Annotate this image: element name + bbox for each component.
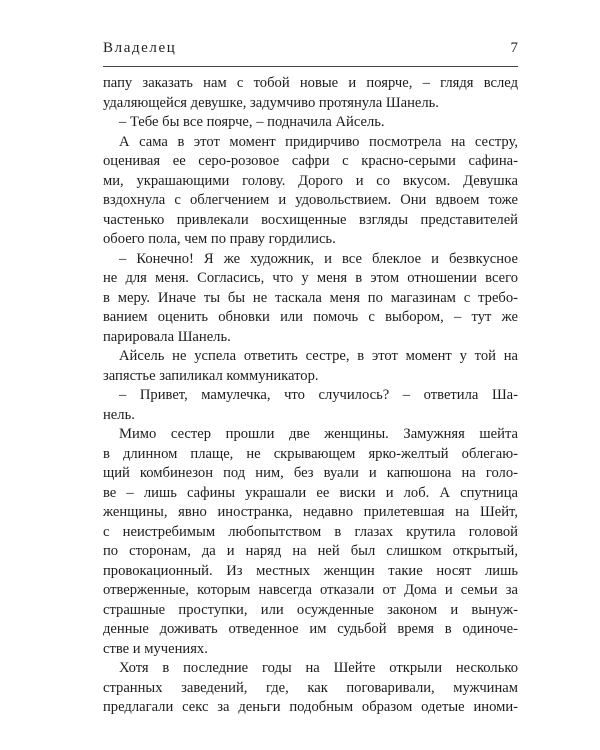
running-head xyxy=(103,40,518,62)
text-line: удаляющейся девушке, задумчиво протянула Шанель. xyxy=(103,94,439,111)
page-number: 7 xyxy=(510,40,518,56)
text-line: не для меня. Согласись, что у меня в этом отношении всего xyxy=(103,270,518,286)
text-line: Мимо сестер прошли две женщины. Замужняя шейта xyxy=(119,426,518,442)
text-line: – Привет, мамулечка, что случилось? – ответила Ша- xyxy=(119,387,518,403)
text-line: Айсель не успела ответить сестре, в этот момент у той на xyxy=(119,348,518,364)
text-line: отверженные, которым навсегда отказали от Дома и семьи за xyxy=(103,582,518,598)
text-line: Хотя в последние годы на Шейте открыли несколько xyxy=(119,660,518,676)
text-line: ве – лишь сафины украшали ее виски и лоб. А спутница xyxy=(103,484,518,501)
text-line: страшные проступки, или осужденные законом и вынуж- xyxy=(103,601,518,618)
text-line: по сторонам, да и наряд на ней был слишком открытый, xyxy=(103,543,518,559)
text-line: ми, украшающими голову. Дорого и со вкусом. Девушка xyxy=(103,172,518,189)
text-line: обоего пола, чем по праву гордились. xyxy=(103,231,336,247)
text-line: – Конечно! Я же художник, и все блеклое и безвкусное xyxy=(119,250,518,267)
header-divider xyxy=(103,66,518,67)
text-line: в меру. Иначе ты бы не таскала меня по магазинам с требо- xyxy=(103,289,518,306)
text-line: запястье запиликал коммуникатор. xyxy=(103,367,319,384)
text-line: стве и мучениях. xyxy=(103,640,208,657)
text-line: с неистребимым любопытством в глазах крутила головой xyxy=(103,523,518,540)
text-line: денные доживать отведенное им судьбой время в одиноче- xyxy=(103,621,518,637)
text-line: папу заказать нам с тобой новые и поярче, – глядя вслед xyxy=(103,75,518,91)
text-line: нель. xyxy=(103,406,135,423)
text-line: ванием оценить обновки или помочь с выбором, – тут же xyxy=(103,309,518,325)
text-line: щий комбинезон под ним, без вуали и капюшона на голо- xyxy=(103,465,518,481)
text-line: вздохнула с облегчением и удовольствием. Они вдвоем тоже xyxy=(103,192,518,208)
text-line: провокационный. Из местных женщин такие носят лишь xyxy=(103,562,518,579)
text-line: в длинном плаще, не скрывающем ярко-желтый облегаю- xyxy=(103,445,518,462)
text-line: парировала Шанель. xyxy=(103,328,231,345)
text-line: – Тебе бы все поярче, – подначила Айсель. xyxy=(119,114,385,130)
running-title: Владелец xyxy=(103,40,177,56)
text-line: странных заведений, где, как поговаривали, мужчинам xyxy=(103,679,518,696)
text-line: А сама в этот момент придирчиво посмотрела на сестру, xyxy=(119,133,518,150)
text-line: женщины, явно иностранка, недавно прилетевшая на Шейт, xyxy=(103,504,518,520)
text-line: частенько привлекали восхищенные взгляды представителей xyxy=(103,211,518,228)
text-line: оценивая ее серо-розовое сафри с красно-серыми сафина- xyxy=(103,153,518,169)
text-line: предлагали секс за деньги подобным образом одетые иноми- xyxy=(103,699,518,715)
body-text xyxy=(103,74,518,718)
